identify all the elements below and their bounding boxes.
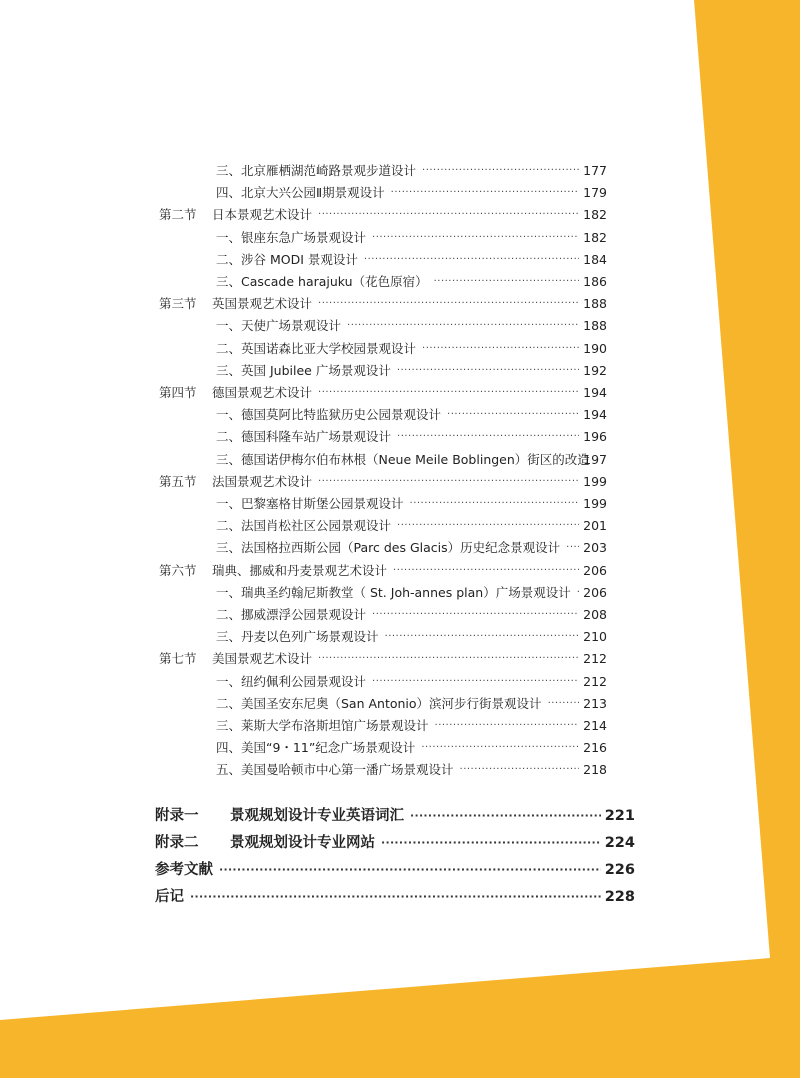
toc-item-row[interactable] [0, 671, 800, 693]
toc-leader-dots [381, 830, 601, 856]
toc-leader-dots [385, 626, 580, 648]
toc-leader-dots [318, 471, 579, 493]
toc-item-row[interactable] [0, 715, 800, 737]
toc-leader-dots [447, 404, 579, 426]
toc-item-row[interactable] [0, 338, 800, 360]
toc-leader-dots [435, 715, 580, 737]
toc-leader-dots [391, 182, 579, 204]
toc-page-number: 177 [583, 163, 607, 178]
toc-page-number: 179 [583, 185, 607, 201]
toc-item-row[interactable] [0, 537, 800, 559]
toc-section-row[interactable] [0, 382, 800, 404]
toc-entry-title: 二、英国诺森比亚大学校园景观设计 [216, 340, 417, 356]
toc-entry-title: 日本景观艺术设计 [212, 207, 313, 223]
toc-page-number: 188 [583, 296, 607, 312]
toc-page-number: 212 [583, 673, 607, 689]
toc-leader-dots [372, 604, 579, 626]
toc-page-number: 194 [583, 385, 607, 400]
toc-item-row[interactable] [0, 426, 800, 448]
toc-entry-title: 英国景观艺术设计 [212, 296, 313, 312]
toc-leader-dots [372, 227, 579, 249]
toc-leader-dots [372, 671, 579, 693]
toc-section-number: 第二节 [159, 207, 197, 223]
toc-appendix-title: 后记 [155, 889, 184, 905]
toc-section-row[interactable] [0, 648, 800, 670]
toc-entry-title: 一、纽约佩利公园景观设计 [216, 673, 367, 689]
toc-entry-title: 一、巴黎塞格甘斯堡公园景观设计 [216, 496, 404, 511]
toc-page-number: 182 [583, 229, 607, 245]
toc-page-number: 216 [583, 740, 607, 756]
toc-page-number: 188 [583, 318, 607, 334]
toc-leader-dots [397, 515, 579, 537]
toc-page-number: 182 [583, 207, 607, 223]
toc-leader-dots [347, 315, 579, 337]
toc-leader-dots [577, 582, 579, 604]
toc-item-row[interactable] [0, 604, 800, 626]
toc-entry-title: 三、Cascade harajuku（花色原宿） [216, 274, 428, 289]
toc-page-number: 214 [583, 718, 607, 733]
toc-leader-dots [318, 204, 579, 226]
toc-page-number: 194 [583, 407, 607, 423]
toc-section-row[interactable] [0, 204, 800, 226]
toc-page-number: 184 [583, 251, 607, 267]
toc-leader-dots [410, 803, 601, 829]
toc-item-row[interactable] [0, 515, 800, 537]
toc-item-row[interactable] [0, 582, 800, 604]
toc-item-row[interactable] [0, 737, 800, 759]
toc-section-number: 第六节 [159, 562, 197, 578]
toc-item-row[interactable] [0, 271, 800, 293]
toc-page-number: 226 [604, 862, 635, 878]
toc-entry-title: 瑞典、挪威和丹麦景观艺术设计 [212, 562, 388, 578]
toc-entry-title: 四、北京大兴公园Ⅱ期景观设计 [216, 185, 385, 201]
toc-page-number: 203 [583, 540, 607, 556]
toc-entry-title: 二、德国科隆车站广场景观设计 [216, 429, 392, 445]
toc-leader-dots [318, 382, 579, 404]
toc-leader-dots [548, 693, 580, 715]
toc-appendix-row[interactable] [0, 884, 800, 910]
toc-appendix-title: 景观规划设计专业网站 [230, 835, 375, 851]
toc-section-number: 第五节 [159, 473, 197, 489]
toc-leader-dots [397, 360, 579, 382]
toc-appendix-title: 景观规划设计专业英语词汇 [230, 808, 404, 824]
toc-page-number: 218 [583, 762, 607, 778]
toc-entry-title: 三、莱斯大学布洛斯坦馆广场景观设计 [216, 718, 429, 733]
toc-page-number: 201 [583, 518, 607, 534]
toc-item-row[interactable] [0, 249, 800, 271]
toc-page-number: 221 [604, 808, 635, 824]
toc-page-number: 206 [583, 584, 607, 600]
toc-leader-dots [434, 271, 580, 293]
toc-appendix-title: 参考文献 [155, 862, 213, 878]
toc-leader-dots [190, 884, 601, 910]
toc-appendix-row[interactable] [0, 803, 800, 829]
toc-leader-dots [566, 537, 579, 559]
toc-entry-title: 三、德国诺伊梅尔伯布林根（Neue Meile Boblingen）街区的改造 [216, 451, 590, 467]
toc-leader-dots [421, 737, 579, 759]
toc-page-number: 213 [583, 695, 607, 711]
toc-entry-title: 二、美国圣安东尼奥（San Antonio）滨河步行街景观设计 [216, 695, 542, 711]
toc-page-number: 196 [583, 429, 607, 445]
toc-leader-dots [364, 249, 579, 271]
toc-page-number: 208 [583, 607, 607, 622]
toc-page-number: 199 [583, 496, 607, 511]
toc-item-row[interactable] [0, 693, 800, 715]
toc-appendix-number: 附录一 [155, 808, 199, 824]
toc-leader-dots [219, 857, 601, 883]
toc-appendix-number: 附录二 [155, 835, 199, 851]
toc-item-row[interactable] [0, 160, 800, 182]
toc-page-number: 212 [583, 651, 607, 667]
toc-entry-title: 一、瑞典圣约翰尼斯教堂（ St. Joh-annes plan）广场景观设计 [216, 584, 571, 600]
toc-entry-title: 四、美国“9・11”纪念广场景观设计 [216, 740, 416, 756]
toc-item-row[interactable] [0, 626, 800, 648]
toc-page-number: 210 [583, 629, 607, 645]
toc-entry-title: 一、银座东急广场景观设计 [216, 229, 367, 245]
toc-entry-title: 一、天使广场景观设计 [216, 318, 342, 334]
toc-page-number: 190 [583, 340, 607, 356]
toc-leader-dots [422, 338, 579, 360]
toc-section-number: 第四节 [159, 385, 197, 400]
toc-entry-title: 美国景观艺术设计 [212, 651, 313, 667]
toc-entry-title: 德国景观艺术设计 [212, 385, 313, 400]
toc-item-row[interactable] [0, 227, 800, 249]
toc-entry-title: 二、涉谷 MODI 景观设计 [216, 251, 358, 267]
toc-section-number: 第三节 [159, 296, 197, 312]
toc-entry-title: 三、法国格拉西斯公园（Parc des Glacis）历史纪念景观设计 [216, 540, 561, 556]
toc-leader-dots [393, 560, 579, 582]
toc-entry-title: 三、丹麦以色列广场景观设计 [216, 629, 379, 645]
toc-page-number: 224 [604, 835, 635, 851]
toc-entry-title: 五、美国曼哈顿市中心第一潘广场景观设计 [216, 762, 454, 778]
toc-section-row[interactable] [0, 293, 800, 315]
toc-entry-title: 三、英国 Jubilee 广场景观设计 [216, 362, 391, 378]
toc-leader-dots [318, 648, 579, 670]
toc-leader-dots [397, 426, 579, 448]
toc-leader-dots [410, 493, 580, 515]
toc-entry-title: 三、北京雁栖湖范崎路景观步道设计 [216, 163, 417, 178]
toc-item-row[interactable] [0, 182, 800, 204]
toc-page-number: 228 [604, 889, 635, 905]
toc-appendix-row[interactable] [0, 830, 800, 856]
toc-item-row[interactable] [0, 360, 800, 382]
toc-item-row[interactable] [0, 315, 800, 337]
toc-page-number: 199 [583, 473, 607, 489]
toc-page-number: 197 [583, 451, 607, 467]
toc-entry-title: 一、德国莫阿比特监狱历史公园景观设计 [216, 407, 442, 423]
toc-section-row[interactable] [0, 560, 800, 582]
toc-page-number: 186 [583, 274, 607, 289]
toc-item-row[interactable] [0, 404, 800, 426]
toc-item-row[interactable] [0, 759, 800, 781]
toc-leader-dots [460, 759, 580, 781]
toc-item-row[interactable] [0, 449, 800, 471]
toc-appendix-row[interactable] [0, 857, 800, 883]
toc-entry-title: 二、挪威漂浮公园景观设计 [216, 607, 367, 622]
toc-leader-dots [318, 293, 579, 315]
toc-section-number: 第七节 [159, 651, 197, 667]
toc-page-number: 192 [583, 362, 607, 378]
toc-item-row[interactable] [0, 493, 800, 515]
toc-section-row[interactable] [0, 471, 800, 493]
toc-leader-dots [422, 160, 579, 182]
toc-entry-title: 二、法国肖松社区公园景观设计 [216, 518, 392, 534]
toc-page-number: 206 [583, 562, 607, 578]
toc-entry-title: 法国景观艺术设计 [212, 473, 313, 489]
